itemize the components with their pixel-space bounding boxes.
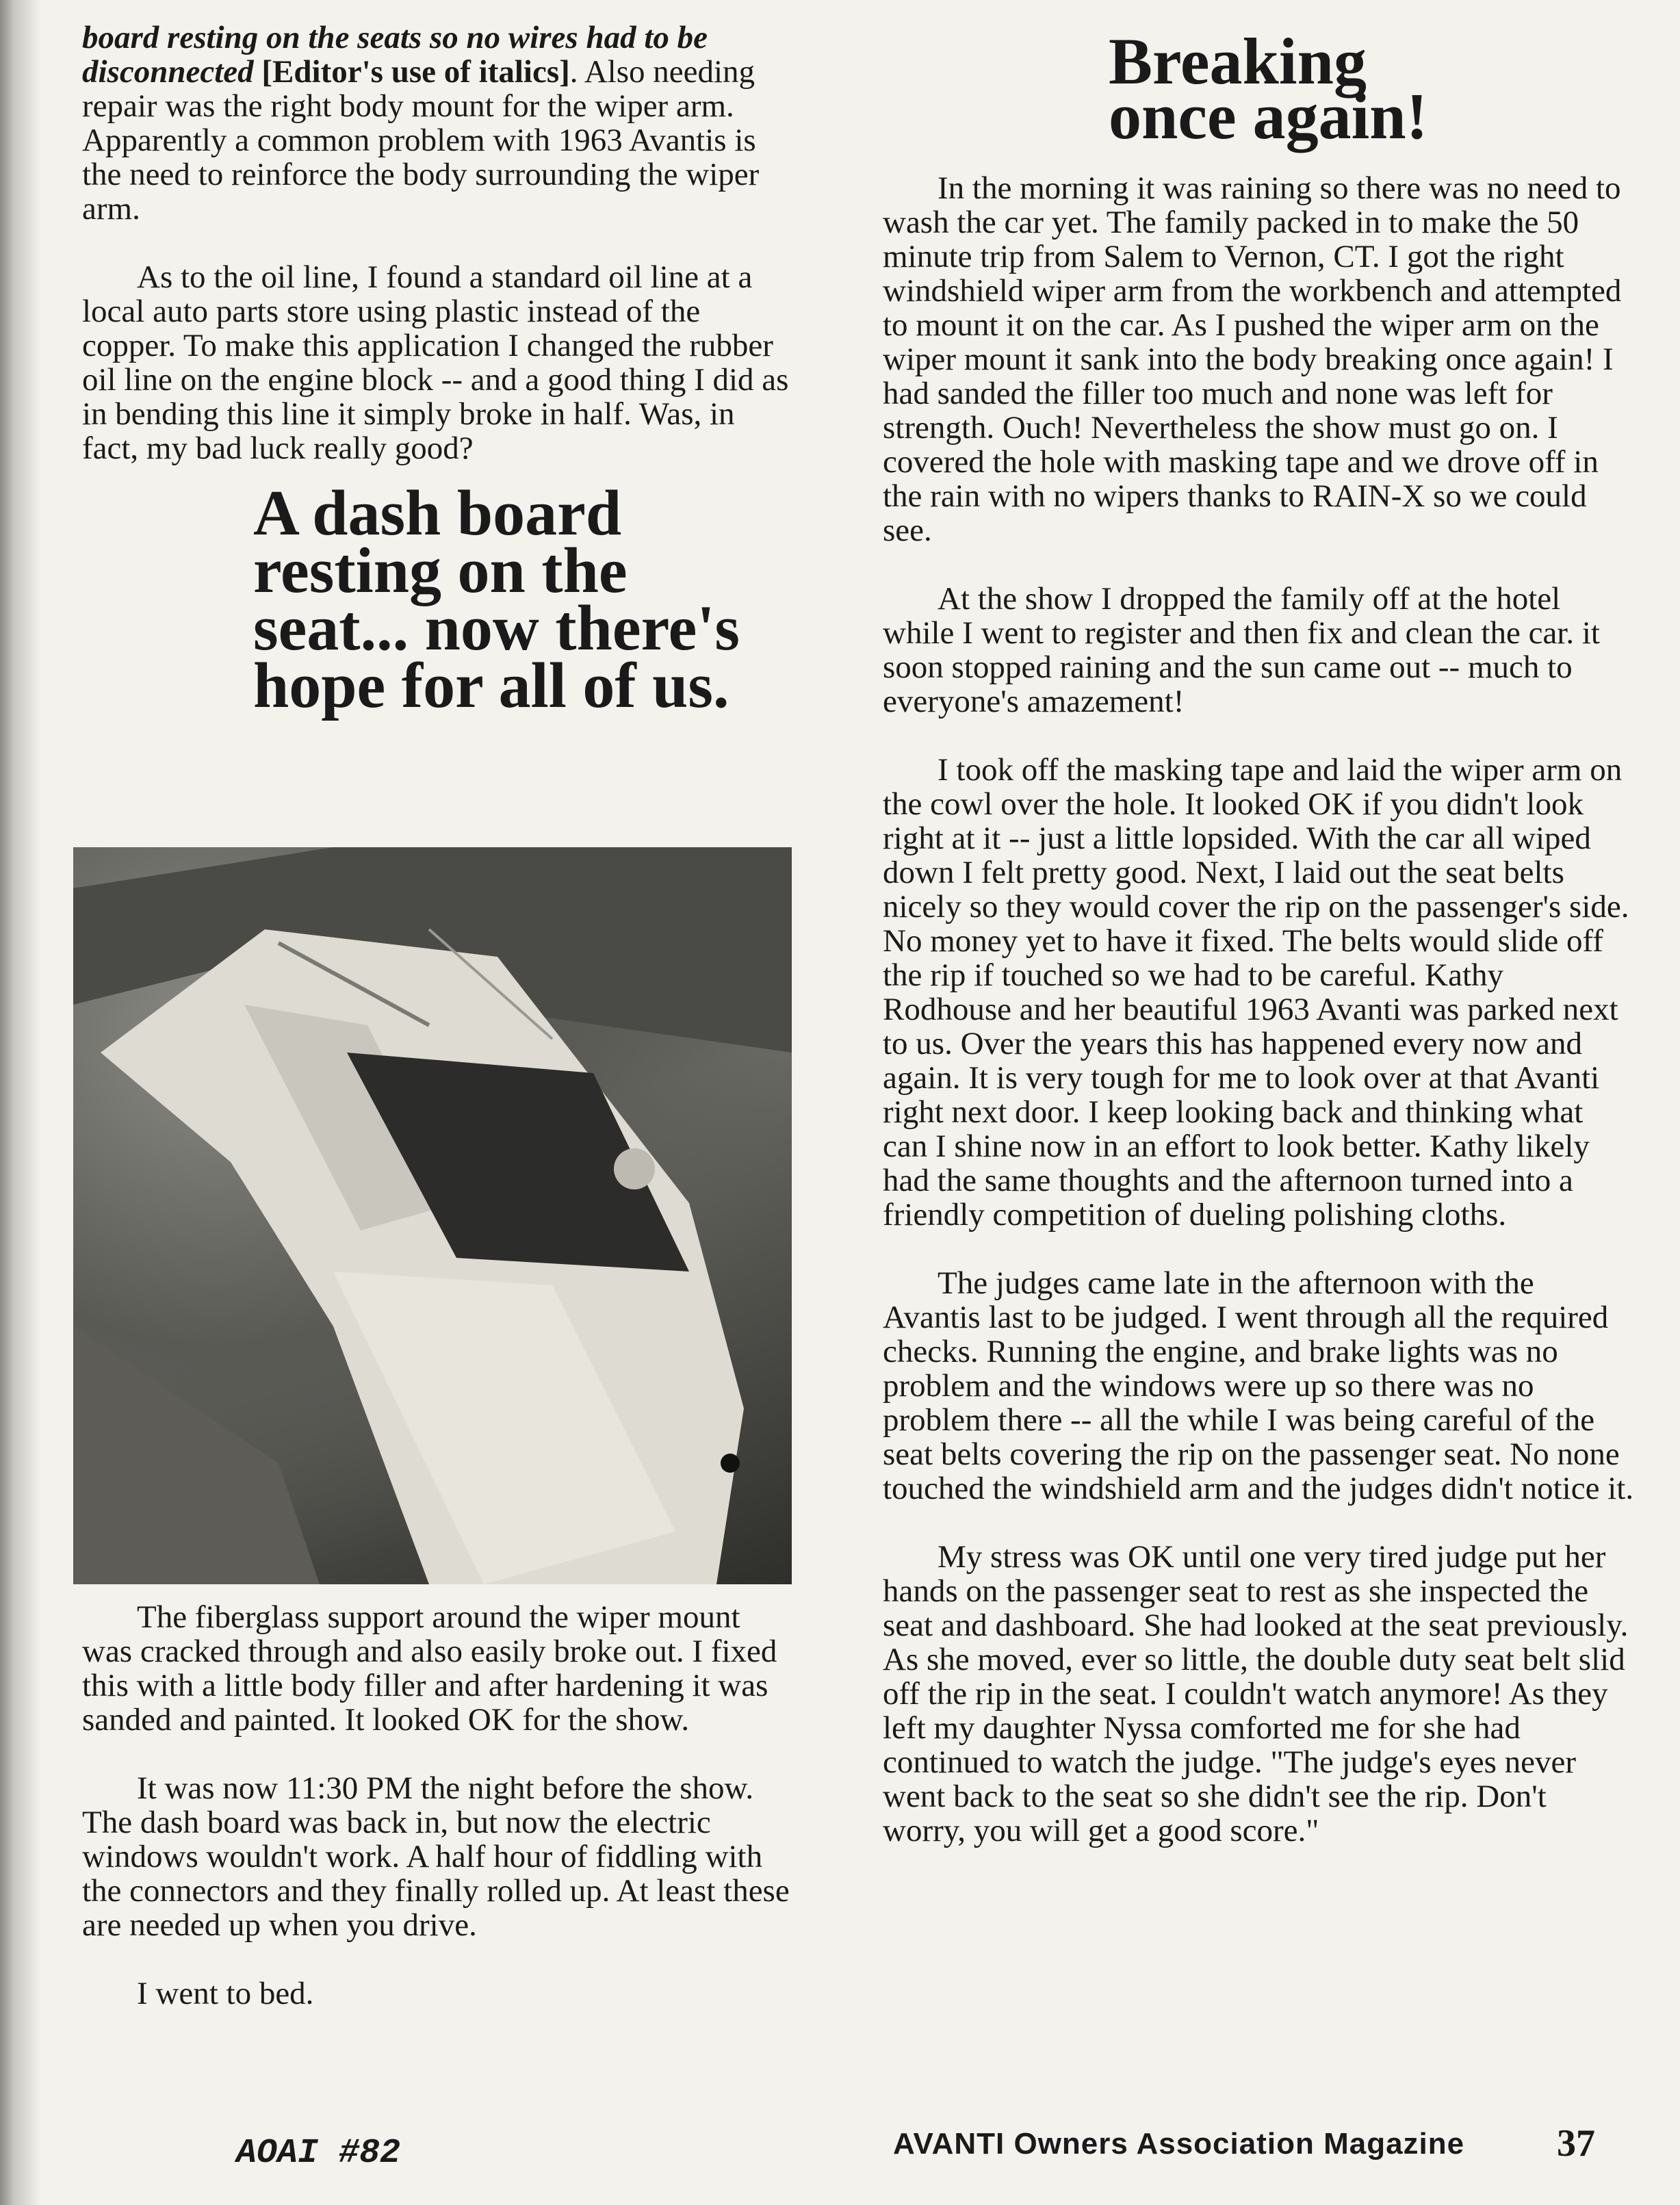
oil-line-paragraph: As to the oil line, I found a standard oil line at a local auto parts store using plastic instead of the copper. To make this application I changed the rubber oil line on the engine block -- and a good thing I did as in bending this line it simply broke in half. Was, in fact, my bad luck really good?: [82, 259, 789, 466]
left-column: [82, 20, 794, 721]
pull-quote: A dash board resting on the seat... now there's hope for all of us.: [253, 478, 740, 721]
page-number: 37: [1557, 2122, 1595, 2165]
tape-paragraph: I took off the masking tape and laid the wiper arm on the cowl over the hole. It looked OK if you didn't look right at it -- just a little lopsided. With the car all wiped down I felt pretty good. Next, I laid out the seat belts nicely so they would cover the rip on the passenger's side. No money yet to have it fixed. The belts would slide off the rip if touched so we had to be careful. Kathy Rodhouse and her beautiful 1963 Avanti was parked next to us. Over the years this has happened every now and again. It is very tough for me to look over at that Avanti right next door. I keep looking back and thinking what can I shine now in an effort to look better. Kathy likely had the same thoughts and the afternoon turned into a friendly competition of dueling polishing cloths.: [883, 752, 1629, 1233]
left-column-lower: [82, 1600, 794, 2011]
dashboard-illustration: [73, 847, 792, 1584]
morning-paragraph: In the morning it was raining so there was no need to wash the car yet. The family packed in to make the 50 minute trip from Salem to Vernon, CT. I got the right windshield wiper arm from the workbench and attempted to mount it on the car. As I pushed the wiper arm on the wiper mount it sank into the body breaking once again! I had sanded the filler too much and none was left for strength. Ouch! Nevertheless the show must go on. I covered the hole with masking tape and we drove off in the rain with no wipers thanks to RAIN-X so we could see.: [883, 170, 1622, 548]
dashboard-photo: [73, 847, 792, 1584]
judges-paragraph: The judges came late in the afternoon with the Avantis last to be judged. I went through all the required checks. Running the engine, and brake lights was no problem and the windows were up so there was no problem there -- all the while I was being careful of the seat belts covering the rip on the passenger seat. No none touched the windshield arm and the judges didn't notice it.: [883, 1265, 1634, 1506]
night-paragraph: It was now 11:30 PM the night before the show. The dash board was back in, but now the electric windows wouldn't work. A half hour of fiddling with the connectors and they finally rolled up. At least these are needed up when you drive.: [82, 1770, 790, 1943]
editor-note: [Editor's use of italics]: [253, 54, 570, 90]
stress-paragraph: My stress was OK until one very tired judge put her hands on the passenger seat to rest as she inspected the seat and dashboard. She had looked at the seat previously. As she moved, ever so little, the double duty seat belt slid off the rip in the seat. I couldn't watch anymore! As they left my daughter Nyssa comforted me for she had continued to watch the judge. "The judge's eyes never went back to the seat so she didn't see the rip. Don't worry, you will get a good score.": [883, 1539, 1629, 1848]
bed-paragraph: I went to bed.: [137, 1976, 314, 2011]
intro-italic: board resting on the seats so no wires had to be disconnected: [82, 20, 708, 90]
article-headline: Breaking once again!: [1109, 25, 1428, 153]
intro-rest: . Also needing repair was the right body mount for the wiper arm. Apparently a common problem with 1963 Avantis is the need to reinforce the body surrounding the wiper arm.: [82, 54, 760, 227]
intro-paragraph: [82, 21, 794, 226]
magazine-name: AVANTI Owners Association Magazine: [893, 2127, 1465, 2161]
right-column: [883, 21, 1636, 1848]
show-paragraph: At the show I dropped the family off at the hotel while I went to register and then fix and clean the car. it soon stopped raining and the sun came out -- much to everyone's amazement!: [883, 581, 1600, 719]
binding-shadow: [0, 0, 41, 2205]
issue-number: AOAI #82: [236, 2134, 401, 2173]
fiberglass-paragraph: The fiberglass support around the wiper mount was cracked through and also easily broke out. I fixed this with a little body filler and after hardening it was sanded and painted. It looked OK for the show.: [82, 1599, 777, 1738]
